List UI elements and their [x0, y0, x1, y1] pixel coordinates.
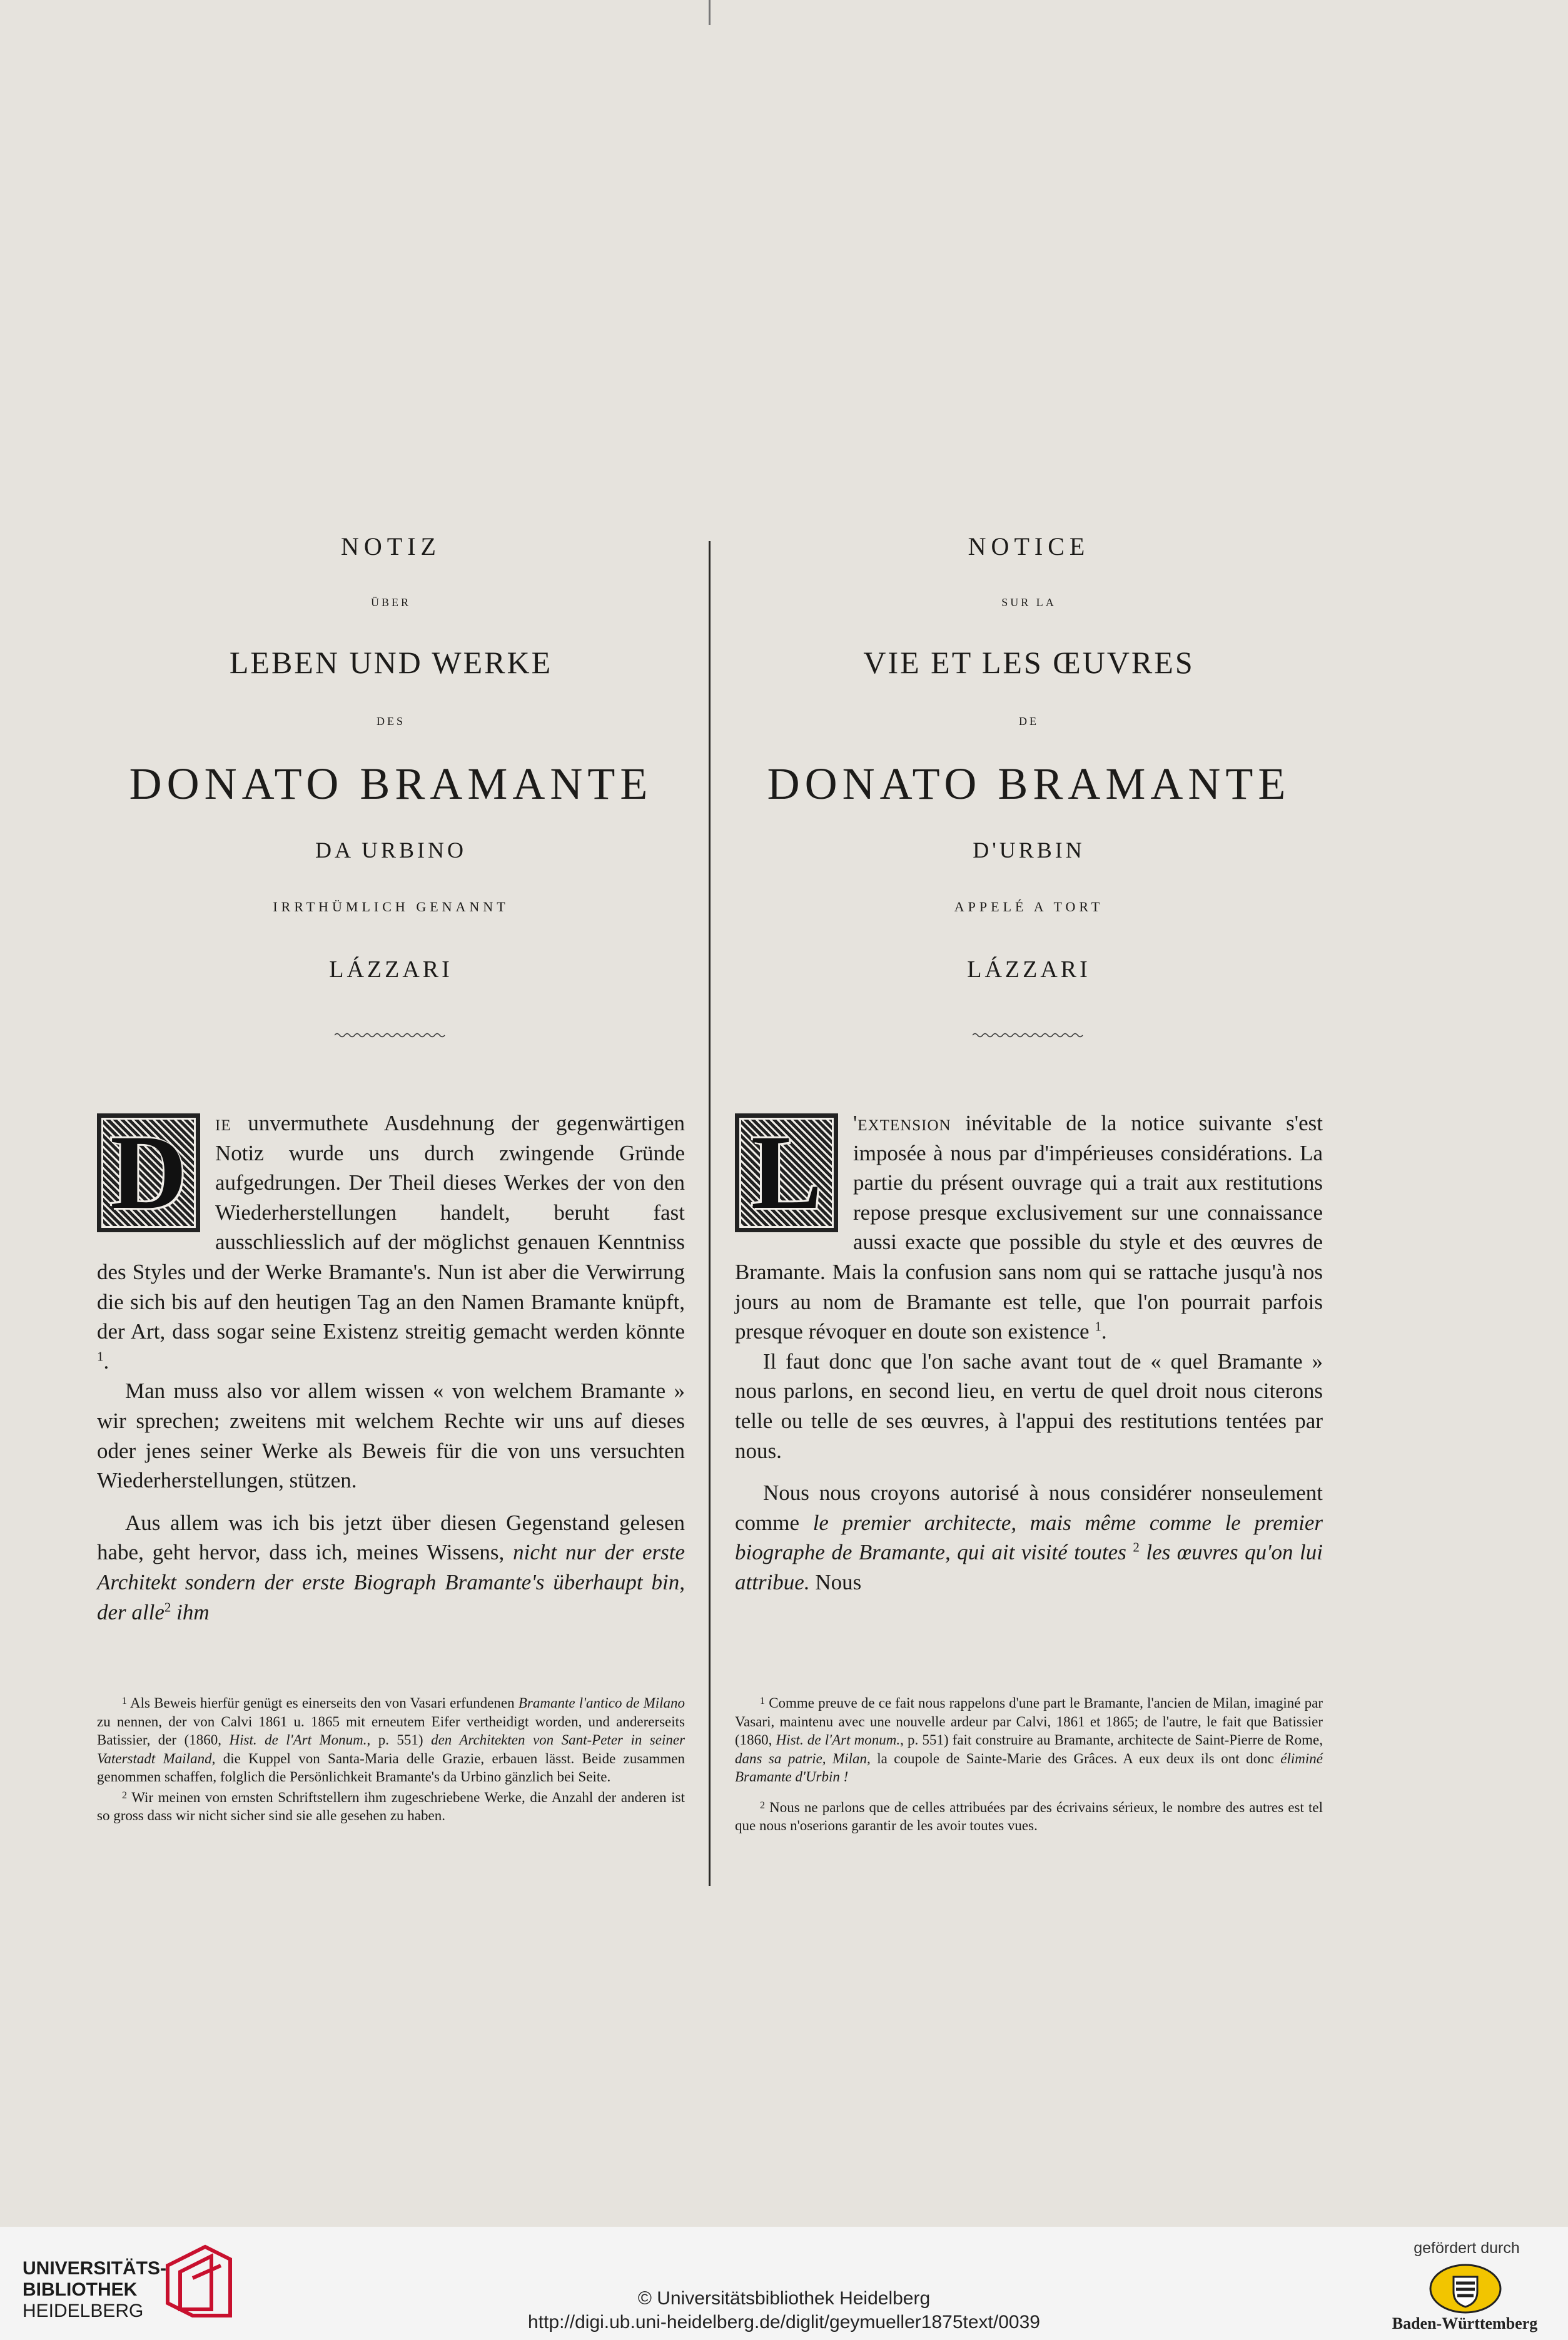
footnote-ref-1-fr: 1 — [1095, 1319, 1101, 1334]
french-footnotes — [735, 1692, 1323, 1835]
title-lazzari-fr: LÁZZARI — [967, 956, 1091, 983]
french-paragraph-3: Nous nous croyons autorisé à nous considérer nonseulement comme le premier architecte, mais même comme le premier biographe de Bramante, qui ait visité toutes $^2$ les œuvres qu'on lui attribue. Nous — [735, 1481, 1323, 1594]
sponsor-label: gefördert durch — [1414, 2239, 1520, 2257]
decorated-initial-l: L — [735, 1113, 838, 1232]
title-appele-a-tort: APPELÉ A TORT — [954, 899, 1104, 914]
column-divider — [709, 541, 711, 1886]
library-logo-icon[interactable] — [161, 2241, 236, 2322]
page-url-link[interactable]: http://digi.ub.uni-heidelberg.de/diglit/geymueller1875text/0039 — [528, 2312, 1040, 2332]
decorated-initial-d: D — [97, 1113, 200, 1232]
title-irrthuemlich: IRRTHÜMLICH GENANNT — [273, 899, 509, 914]
german-paragraph-2: Man muss also vor allem wissen « von welchem Bramante » wir sprechen; zweitens mit welchem Rechte wir uns auf dieses oder jenes seiner Werke als Beweis für die von uns versuchten Wiederherstellungen, stützen. — [97, 1379, 685, 1493]
footnote-ref-2: 2 — [164, 1599, 171, 1614]
title-ueber: ÜBER — [370, 596, 411, 609]
french-footnote-1: $^1$ Comme preuve de ce fait nous rappelons d'une part le Bramante, l'ancien de Milan, imaginé par Vasari, maintenu avec une nouvelle ardeur par Calvi, 1861 et 1865; de l'autre, le fait que Batissier (1860, Hist. de l'Art monum., p. 551) fait construire au Bramante, architecte de Saint-Pierre de Rome, dans sa patrie, Milan, la coupole de Sainte-Marie des Grâces. A eux deux ils ont donc éliminé Bramante d'Urbin ! — [735, 1695, 1323, 1785]
title-de: DE — [1019, 715, 1039, 727]
footnote-ref-2-fr: 2 — [1133, 1539, 1140, 1555]
title-notiz: NOTIZ — [341, 532, 441, 560]
title-vie-et-les-oeuvres: VIE ET LES ŒUVRES — [863, 645, 1195, 680]
french-paragraph-2: Il faut donc que l'on sache avant tout de « quel Bramante » nous parlons, en second lieu, en vertu de quel droit nous citerons telle ou telle de ses œuvres, à l'appui des restitutions tentées par nous. — [735, 1349, 1323, 1463]
baden-wuerttemberg-emblem-icon[interactable] — [1429, 2263, 1502, 2314]
french-footnote-2: $^2$ Nous ne parlons que de celles attribuées par des écrivains sérieux, le nombre des autres est tel que nous n'oserions garantir de les avoir toutes vues. — [735, 1799, 1323, 1833]
title-da-urbino: DA URBINO — [315, 838, 467, 863]
title-sur-la: SUR LA — [1001, 596, 1056, 609]
viewer-footer — [0, 2227, 1568, 2340]
german-footnote-1: $^1$ Als Beweis hierfür genügt es einerseits den von Vasari erfundenen Bramante l'antico de Milano zu nennen, der von Calvi 1861 u. 1865 mit erneutem Eifer vertheidigt worden, und andererseits Batissier, der (1860, Hist. de l'Art Monum., p. 551) den Architekten von Sant-Peter in seiner Vaterstadt Mailand, die Kuppel von Santa-Maria delle Grazie, erbauen lässt. Beide zusammen genommen schaffen, folglich die Persönlichkeit Bramante's da Urbino gänzlich bei Seite. — [97, 1695, 685, 1785]
title-durbin: D'URBIN — [973, 838, 1085, 863]
footnote-ref-1: 1 — [97, 1349, 104, 1364]
library-logo-text[interactable]: UNIVERSITÄTS- BIBLIOTHEK HEIDELBERG — [23, 2258, 167, 2321]
german-paragraph-3: Aus allem was ich bis jetzt über diesen Gegenstand gelesen habe, geht hervor, dass ich, meines Wissens, nicht nur der erste Architekt sondern der erste Biograph Bramante's überhaupt bin, der alle$^2$ ihm — [97, 1510, 685, 1624]
french-body — [735, 1108, 1323, 1598]
title-leben-und-werke: LEBEN UND WERKE — [229, 645, 553, 680]
title-donato-bramante-fr: DONATO BRAMANTE — [767, 759, 1291, 809]
german-footnote-2: $^2$ Wir meinen von ernsten Schriftstellern ihm zugeschriebene Werke, die Anzahl der anderen ist so gross dass wir nicht sicher sind sie alle gesehen zu haben. — [97, 1789, 685, 1823]
german-footnotes — [97, 1692, 685, 1825]
german-column — [97, 0, 685, 2227]
title-lazzari: LÁZZARI — [329, 956, 453, 983]
ornament-squiggle-fr — [973, 1032, 1085, 1038]
french-paragraph-1: L 'extension inévitable de la notice suivante s'est imposée à nous par d'impérieuses considérations. La partie du présent ouvrage qui a trait aux restitutions repose presque exclusivement sur une connaissance aussi exacte que possible du style et des œuvres de Bramante. Mais la confusion sans nom qui se rattache jusqu'à nos jours au nom de Bramante est telle, que l'on pourrait parfois presque révoquer en doute son existence $^1$. — [735, 1111, 1323, 1344]
title-notice: NOTICE — [968, 532, 1090, 560]
ornament-squiggle — [335, 1032, 447, 1038]
german-body — [97, 1108, 685, 1627]
copyright-text: © Universitätsbibliothek Heidelberg — [637, 2288, 931, 2309]
german-paragraph-1: D ie unvermuthete Ausdehnung der gegenwärtigen Notiz wurde uns durch zwingende Gründe aufgedrungen. Der Theil dieses Werkes der von den Wiederherstellungen handelt, beruht fast ausschliesslich auf der möglichst genauen Kenntniss des Styles und der Werke Bramante's. Nun ist aber die Verwirrung die sich bis auf den heutigen Tag an den Namen Bramante knüpft, der Art, dass sogar seine Existenz streitig gemacht werden könnte $^1$. — [97, 1111, 685, 1374]
french-column — [735, 0, 1323, 2227]
top-mark — [709, 0, 711, 25]
sponsor-name: Baden-Württemberg — [1392, 2314, 1538, 2332]
title-donato-bramante: DONATO BRAMANTE — [129, 759, 653, 809]
title-des: DES — [376, 715, 405, 727]
